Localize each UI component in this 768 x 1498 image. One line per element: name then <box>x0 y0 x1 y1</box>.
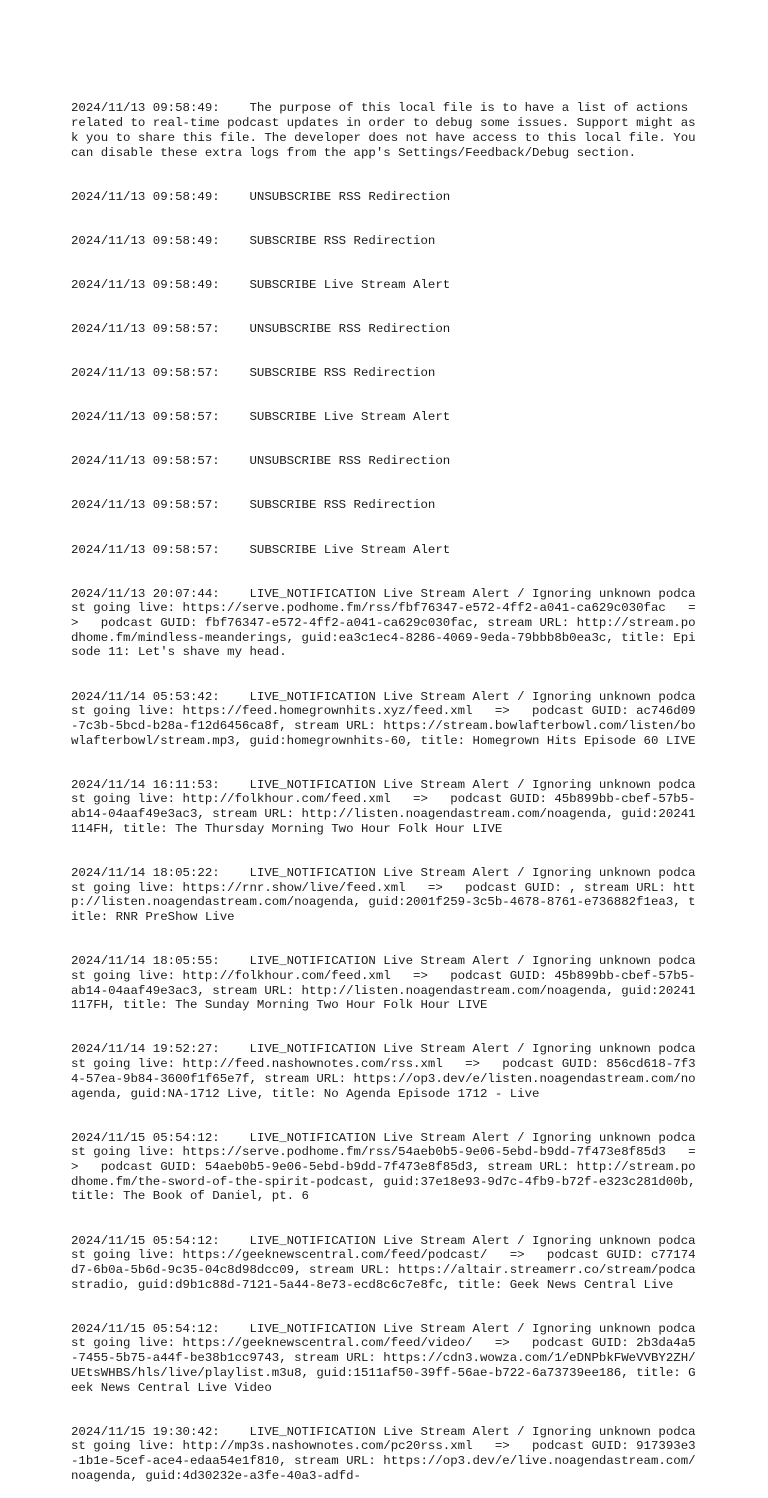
log-entry: 2024/11/13 09:58:49: SUBSCRIBE Live Stream Alert <box>71 277 451 292</box>
log-entry: 2024/11/13 09:58:57: UNSUBSCRIBE RSS Redirection <box>71 454 451 469</box>
log-entry: 2024/11/13 09:58:57: SUBSCRIBE RSS Redirection <box>71 498 436 513</box>
log-entry: 2024/11/15 05:54:12: LIVE_NOTIFICATION Live Stream Alert / Ignoring unknown podcast going live: https://serve.podhome.fm/rss/54aeb0b5-9e06-5ebd-b9dd-7f473e8f85d3 => podcast GUID: 54aeb0b5-9e06-5ebd-b9dd-7f473e8f85d3, stream URL: http://stream.podhome.fm/the-sword-of-the-spirit-podcast, guid:37e18e93-9d7c-4fb9-b72f-e323c281d00b, title: The Book of Daniel, pt. 6 <box>71 1130 704 1204</box>
log-entry: 2024/11/13 09:58:57: UNSUBSCRIBE RSS Redirection <box>71 321 451 336</box>
log-entry: 2024/11/13 09:58:49: UNSUBSCRIBE RSS Redirection <box>71 189 451 204</box>
log-entry: 2024/11/14 19:52:27: LIVE_NOTIFICATION Live Stream Alert / Ignoring unknown podcast going live: http://feed.nashownotes.com/rss.xml => podcast GUID: 856cd618-7f34-57ea-9b84-3600f1f65e7f, stream URL: https://op3.dev/e/listen.noagendastream.com/noagenda, guid:NA-1712 Live, title: No Agenda Episode 1712 - Live <box>71 1042 696 1101</box>
log-entry: 2024/11/15 19:30:42: LIVE_NOTIFICATION Live Stream Alert / Ignoring unknown podcast going live: http://mp3s.nashownotes.com/pc20rss.xml => podcast GUID: 917393e3-1b1e-5cef-ace4-edaa54e1f810, stream URL: https://op3.dev/e/live.noagendastream.com/noagenda, guid:4d30232e-a3fe-40a3-adfd- <box>71 1424 696 1483</box>
log-entry: 2024/11/13 09:58:57: SUBSCRIBE Live Stream Alert <box>71 542 451 557</box>
log-entry: 2024/11/13 09:58:49: SUBSCRIBE RSS Redirection <box>71 233 436 248</box>
debug-log <box>71 72 704 1498</box>
log-entry: 2024/11/14 16:11:53: LIVE_NOTIFICATION Live Stream Alert / Ignoring unknown podcast going live: http://folkhour.com/feed.xml => podcast GUID: 45b899bb-cbef-57b5-ab14-04aaf49e3ac3, stream URL: http://listen.noagendastream.com/noagenda, guid:20241114FH, title: The Thursday Morning Two Hour Folk Hour LIVE <box>71 777 696 836</box>
log-entry: 2024/11/14 05:53:42: LIVE_NOTIFICATION Live Stream Alert / Ignoring unknown podcast going live: https://feed.homegrownhits.xyz/feed.xml => podcast GUID: ac746d09-7c3b-5bcd-b28a-f12d6456ca8f, stream URL: https://stream.bowlafterbowl.com/listen/bowlafterbowl/stream.mp3, guid:homegrownhits-60, title: Homegrown Hits Episode 60 LIVE <box>71 689 696 748</box>
log-entry: 2024/11/14 18:05:22: LIVE_NOTIFICATION Live Stream Alert / Ignoring unknown podcast going live: https://rnr.show/live/feed.xml => podcast GUID: , stream URL: http://listen.noagendastream.com/noagenda, guid:2001f259-3c5b-4678-8761-e736882f1ea3, title: RNR PreShow Live <box>71 865 696 925</box>
log-entry: 2024/11/13 09:58:49: The purpose of this local file is to have a list of actions related to real-time podcast updates in order to debug some issues. Support might ask you to share this file. The developer does not have access to this local file. You can disable these extra logs from the app's Settings/Feedback/Debug section. <box>71 101 704 160</box>
log-entry: 2024/11/13 09:58:57: SUBSCRIBE Live Stream Alert <box>71 410 451 425</box>
log-entry: 2024/11/14 18:05:55: LIVE_NOTIFICATION Live Stream Alert / Ignoring unknown podcast going live: http://folkhour.com/feed.xml => podcast GUID: 45b899bb-cbef-57b5-ab14-04aaf49e3ac3, stream URL: http://listen.noagendastream.com/noagenda, guid:20241117FH, title: The Sunday Morning Two Hour Folk Hour LIVE <box>71 954 696 1013</box>
log-entry: 2024/11/13 20:07:44: LIVE_NOTIFICATION Live Stream Alert / Ignoring unknown podcast going live: https://serve.podhome.fm/rss/fbf76347-e572-4ff2-a041-ca629c030fac => podcast GUID: fbf76347-e572-4ff2-a041-ca629c030fac, stream URL: http://stream.podhome.fm/mindless-meanderings, guid:ea3c1ec4-8286-4069-9eda-79bbb8b0ea3c, title: Episode 11: Let's shave my head. <box>71 586 696 660</box>
log-entry: 2024/11/13 09:58:57: SUBSCRIBE RSS Redirection <box>71 366 436 381</box>
log-entry: 2024/11/15 05:54:12: LIVE_NOTIFICATION Live Stream Alert / Ignoring unknown podcast going live: https://geeknewscentral.com/feed/video/ => podcast GUID: 2b3da4a5-7455-5b75-a44f-be38b1cc9743, stream URL: https://cdn3.wowza.com/1/eDNPbkFWeVVBY2ZH/UEtsWHBS/hls/live/playlist.m3u8, guid:1511af50-39ff-56ae-b722-6a73739ee186, title: Geek News Central Live Video <box>71 1321 696 1395</box>
log-entry: 2024/11/15 05:54:12: LIVE_NOTIFICATION Live Stream Alert / Ignoring unknown podcast going live: https://geeknewscentral.com/feed/podcast/ => podcast GUID: c77174d7-6b0a-5b6d-9c35-04c8d98dcc09, stream URL: https://altair.streamerr.co/stream/podcastradio, guid:d9b1c88d-7121-5a44-8e73-ecd8c6c7e8fc, title: Geek News Central Live <box>71 1233 696 1292</box>
